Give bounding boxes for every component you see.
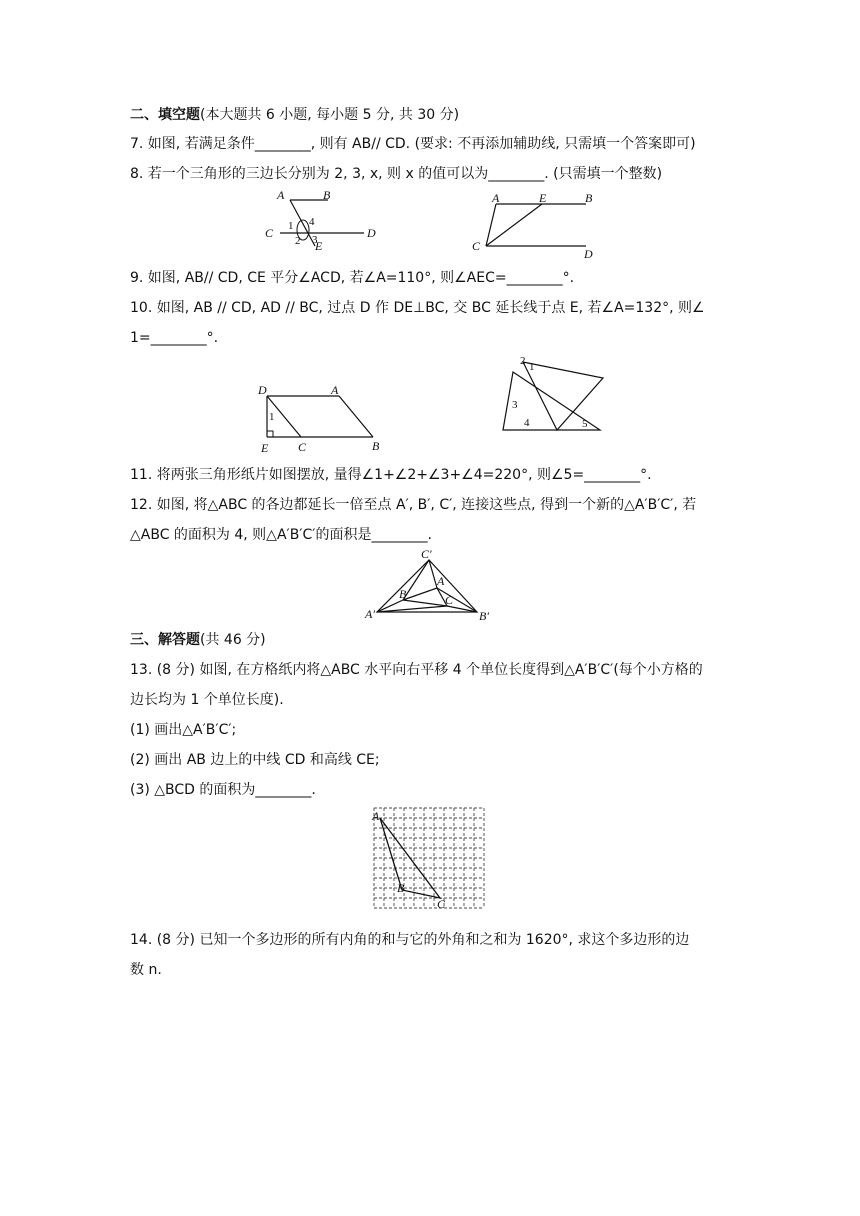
fig7-label-a: A bbox=[277, 188, 285, 202]
fig10-angle-1: 1 bbox=[269, 411, 275, 423]
fig12-label-b: B bbox=[399, 587, 407, 601]
fig11-angle-1: 1 bbox=[529, 361, 535, 373]
question-13-line-2: 边长均为 1 个单位长度). bbox=[130, 692, 284, 708]
fig12-label-b-prime: B′ bbox=[479, 609, 489, 623]
figure-q13-grid bbox=[372, 806, 486, 916]
question-8: 8. 若一个三角形的三边长分别为 2, 3, x, 则 x 的值可以为________. (只需填一个整数) bbox=[130, 166, 663, 182]
question-11: 11. 将两张三角形纸片如图摆放, 量得∠1+∠2+∠3+∠4=220°, 则∠5=________°. bbox=[130, 467, 652, 483]
section-3-title bbox=[130, 630, 266, 650]
question-9: 9. 如图, AB// CD, CE 平分∠ACD, 若∠A=110°, 则∠AEC=________°. bbox=[130, 270, 575, 286]
figure-q9 bbox=[470, 190, 600, 260]
fig11-angle-4: 4 bbox=[524, 417, 530, 429]
fig9-label-b: B bbox=[585, 191, 593, 205]
question-10-line-2: 1=________°. bbox=[130, 330, 219, 346]
fig10-label-c: C bbox=[298, 440, 307, 454]
fig12-label-a: A bbox=[437, 574, 445, 588]
question-12-line-1: 12. 如图, 将△ABC 的各边都延长一倍至点 A′, B′, C′, 连接这些点, 得到一个新的△A′B′C′, 若 bbox=[130, 497, 697, 513]
question-12-line-2: △ABC 的面积为 4, 则△A′B′C′的面积是________. bbox=[130, 527, 432, 543]
figure-q7 bbox=[260, 188, 380, 253]
fig7-angle-1: 1 bbox=[288, 220, 294, 232]
question-14-line-1: 14. (8 分) 已知一个多边形的所有内角的和与它的外角和之和为 1620°, 求这个多边形的边 bbox=[130, 932, 690, 948]
fig10-label-b: B bbox=[372, 439, 380, 453]
grid-lines bbox=[374, 808, 484, 908]
fig7-label-c: C bbox=[265, 226, 274, 240]
fig9-label-d: D bbox=[584, 247, 593, 261]
fig10-label-a: A bbox=[331, 383, 339, 397]
fig7-angle-2: 2 bbox=[295, 235, 301, 247]
question-13-line-1: 13. (8 分) 如图, 在方格纸内将△ABC 水平向右平移 4 个单位长度得到△A′B′C′(每个小方格的 bbox=[130, 662, 703, 678]
question-7: 7. 如图, 若满足条件________, 则有 AB// CD. (要求: 不再添加辅助线, 只需填一个答案即可) bbox=[130, 136, 696, 152]
section-3-note: (共 46 分) bbox=[200, 632, 266, 648]
question-14-line-2: 数 n. bbox=[130, 962, 162, 978]
figure-q12 bbox=[365, 548, 495, 624]
fig7-label-e: E bbox=[315, 239, 323, 253]
fig7-label-d: D bbox=[367, 226, 376, 240]
fig9-label-e: E bbox=[539, 191, 547, 205]
fig9-label-c: C bbox=[472, 239, 481, 253]
fig11-angle-2: 2 bbox=[520, 355, 526, 367]
fig12-label-c: C bbox=[445, 593, 454, 607]
fig11-angle-5: 5 bbox=[582, 418, 588, 430]
section-2-title bbox=[130, 105, 459, 125]
fig12-label-a-prime: A′ bbox=[365, 607, 375, 621]
fig11-angle-3: 3 bbox=[512, 399, 518, 411]
figure-q11 bbox=[495, 352, 605, 434]
fig9-label-a: A bbox=[492, 191, 500, 205]
section-2-note: (本大题共 6 小题, 每小题 5 分, 共 30 分) bbox=[200, 107, 460, 123]
fig10-label-e: E bbox=[261, 441, 269, 455]
fig7-angle-4: 4 bbox=[309, 216, 315, 228]
fig10-label-d: D bbox=[258, 383, 267, 397]
fig7-label-b: B bbox=[323, 188, 331, 202]
question-13-part-1: (1) 画出△A′B′C′; bbox=[130, 722, 237, 738]
fig12-label-c-prime: C′ bbox=[421, 547, 432, 561]
question-13-part-3: (3) △BCD 的面积为________. bbox=[130, 782, 316, 798]
fig13-label-c: C bbox=[437, 897, 446, 911]
figure-q10 bbox=[255, 380, 395, 456]
question-10-line-1: 10. 如图, AB // CD, AD // BC, 过点 D 作 DE⊥BC, 交 BC 延长线于点 E, 若∠A=132°, 则∠ bbox=[130, 300, 705, 316]
question-13-part-2: (2) 画出 AB 边上的中线 CD 和高线 CE; bbox=[130, 752, 380, 768]
fig13-label-b: B bbox=[397, 881, 405, 895]
section-3-heading: 三、解答题 bbox=[130, 632, 200, 648]
fig13-label-a: A bbox=[372, 809, 380, 823]
section-2-heading: 二、填空题 bbox=[130, 107, 200, 123]
fig7-angle-3: 3 bbox=[312, 234, 318, 246]
